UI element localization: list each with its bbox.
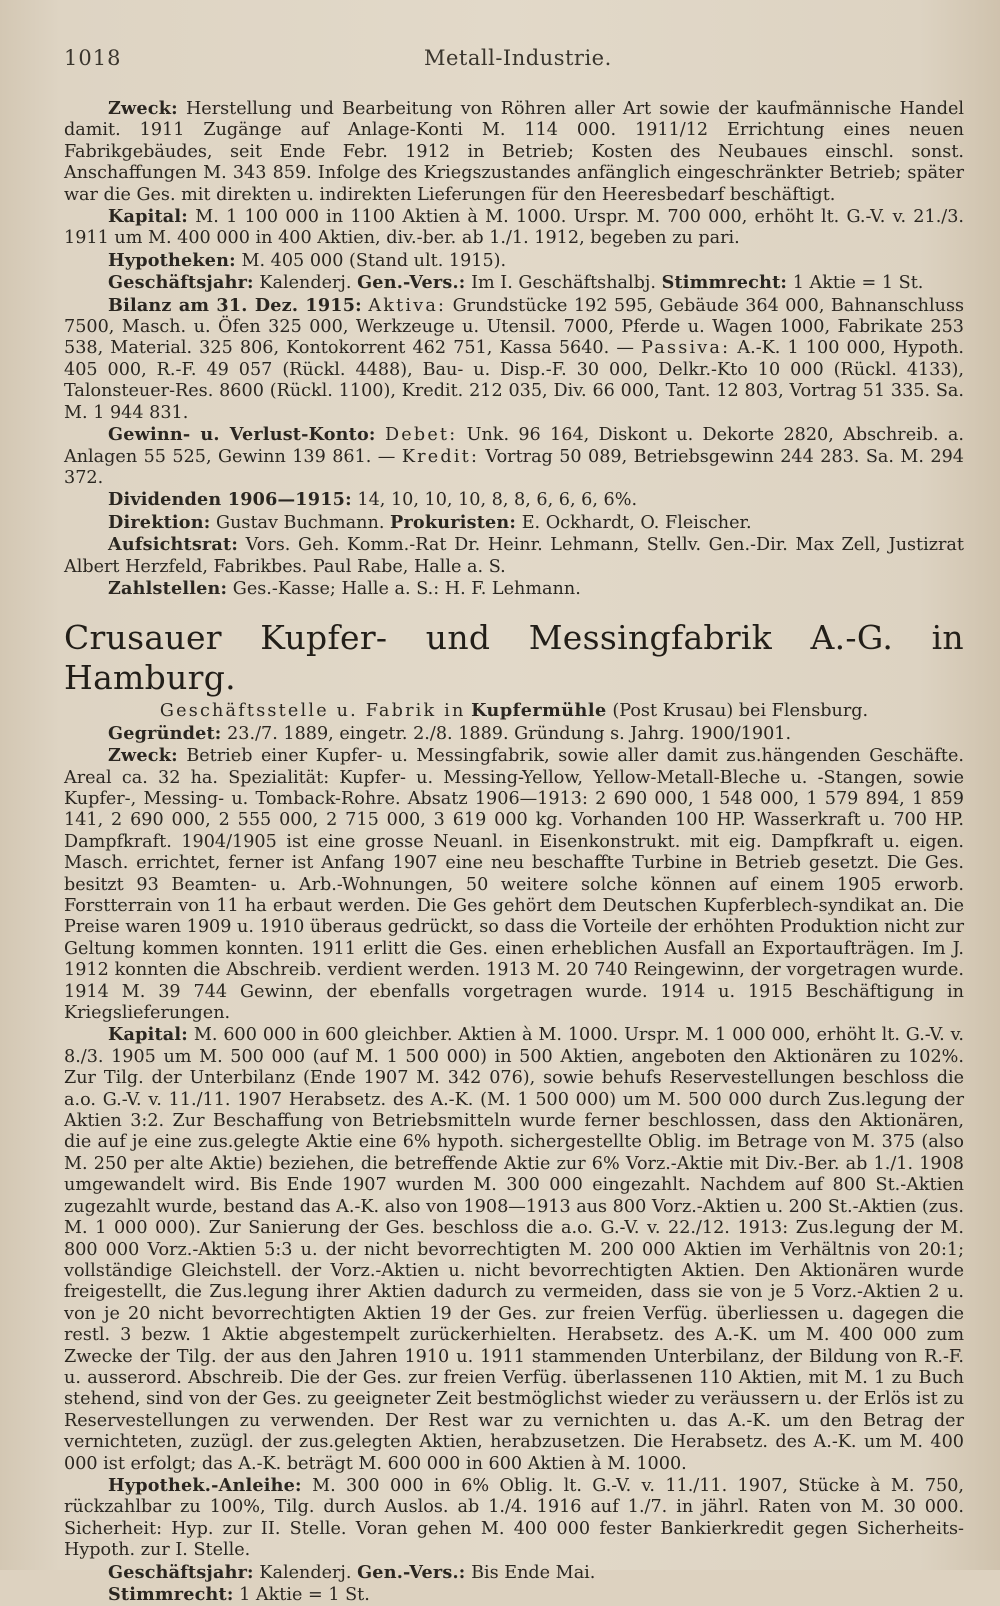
zweck-text: Betrieb einer Kupfer- u. Messingfabrik, sowie aller damit zus.hängenden Geschäfte. Areal ca. 32 ha. Spezialität: Kupfer- u. Messing-Yellow, Yellow-Metall-Bleche u. -Stangen, sowie Kupfer-, Messing- u. Tomback-Rohre. Absatz 1906—1913: 2 690 000, 1 548 000, 1 579 894, 1 859 141, 2 690 000, 2 555 000, 2 715 000, 3 619 000 kg. Vorhanden 100 HP. Wasserkraft u. 700 HP. Dampfkraft. 1904/1905 ist eine grosse Neuanl. in Eisenkonstrukt. mit eig. Dampfkraft u. eigen. Masch. errichtet, ferner ist Anfang 1907 eine neu beschaffte Turbine in Betrieb gesetzt. Die Ges. besitzt 93 Beamten- u. Arb.-Wohnungen, 50 weitere solche können auf einem 1905 erworb. Forstterrain von 11 ha erbaut werden. Die Ges gehört dem Deutschen Kupferblech-syndikat an. Die Preise waren 1909 u. 1910 überaus gedrückt, so dass die Vorteile der erhöhten Produktion nicht zur Geltung kommen konnten. 1911 erlitt die Ges. einen erheblichen Ausfall an Exportaufträgen. Im J. 1912 konnten die Abschreib. verdient werden. 1913 M. 20 740 Reingewinn, der vorgetragen wurde. 1914 M. 39 744 Gewinn, der ebenfalls vorgetragen wurde. 1914 u. 1915 Beschäftigung in Kriegslieferungen. (64, 746, 964, 1024)
gj-label: Geschäftsjahr: (108, 1561, 254, 1583)
page-number: 1018 (64, 46, 122, 70)
prev-kredit-text: Vortrag 50 089, Betriebsgewinn 244 283. Sa. M. 294 372. (64, 446, 964, 488)
prev-zahlstellen-label: Zahlstellen: (108, 577, 228, 599)
gegruendet-label: Gegründet: (108, 722, 222, 744)
prev-aufsichtsrat-label: Aufsichtsrat: (108, 534, 239, 556)
genvers-text: Bis Ende Mai. (471, 1562, 596, 1583)
hypothek-anleihe-label: Hypothek.-Anleihe: (108, 1474, 302, 1496)
prev-kapital-label: Kapital: (108, 206, 188, 228)
prev-hypotheken-paragraph (64, 250, 964, 272)
genvers-label: Gen.-Vers.: (357, 1561, 466, 1583)
prev-passiva-label: Passiva: (641, 338, 731, 359)
prev-direktion-paragraph (64, 512, 964, 534)
hypothek-anleihe-paragraph (64, 1475, 964, 1562)
prev-guv-paragraph (64, 424, 964, 489)
prev-geschaeftsjahr-paragraph (64, 272, 964, 294)
prev-passiva-text: A.-K. 1 100 000, Hypoth. 405 000, R.-F. 49 057 (Rückl. 4488), Bau- u. Disp.-F. 30 000, Delkr.-Kto 10 000 (Rückl. 4133), Talonsteuer-Res. 8600 (Rückl. 1100), Kredit. 212 035, Div. 66 000, Tant. 12 803, Vortrag 51 335. Sa. M. 1 944 831. (64, 338, 964, 423)
prev-stimmrecht-label: Stimmrecht: (661, 272, 788, 294)
prev-kredit-label: Kredit: (401, 446, 480, 467)
prev-debet-text: Unk. 96 164, Diskont u. Dekorte 2820, Abschreib. a. Anlagen 55 525, Gewinn 139 861. — (64, 425, 965, 467)
gegruendet-paragraph (64, 723, 964, 745)
prev-div-text: 14, 10, 10, 10, 8, 8, 6, 6, 6, 6%. (357, 490, 638, 511)
address-suffix: (Post Krusau) bei Flensburg. (612, 701, 869, 722)
kapital-label: Kapital: (108, 1024, 188, 1046)
prev-dividenden-paragraph (64, 489, 964, 511)
stimmrecht-label: Stimmrecht: (108, 1584, 234, 1605)
prev-aktiva-text: Grundstücke 192 595, Gebäude 364 000, Bahnanschluss 7500, Masch. u. Öfen 325 000, Werkzeuge u. Utensil. 7000, Pferde u. Wagen 1000, Fabrikate 253 538, Material. 325 806, Kontokorrent 462 751, Kassa 5640. — (64, 295, 965, 359)
gj-text: Kalenderj. (259, 1562, 352, 1583)
prev-zahlstellen-paragraph (64, 578, 964, 600)
prev-genvers-label: Gen.-Vers.: (357, 272, 466, 294)
prev-genvers-text: Im I. Geschäftshalbj. (471, 273, 656, 294)
zweck-label: Zweck: (108, 745, 178, 767)
gegruendet-text: 23./7. 1889, eingetr. 2./8. 1889. Gründung s. Jahrg. 1900/1901. (227, 723, 792, 744)
prev-bilanz-paragraph (64, 295, 964, 424)
prev-guv-label: Gewinn- u. Verlust-Konto: (108, 424, 376, 446)
prev-zweck-paragraph (64, 98, 964, 206)
company-title: Crusauer Kupfer- und Messingfabrik A.-G. in Hamburg. (64, 618, 964, 698)
prev-direktion-text: Gustav Buchmann. (216, 512, 385, 533)
prev-bilanz-label: Bilanz am 31. Dez. 1915: (108, 294, 362, 316)
stimmrecht-text: 1 Aktie = 1 St. (239, 1585, 370, 1605)
prev-zweck-text: Herstellung und Bearbeitung von Röhren aller Art sowie der kaufmännische Handel damit. 1911 Zugänge auf Anlage-Konti M. 114 000. 1911/12 Errichtung eines neuen Fabrikgebäudes, seit Ende Febr. 1912 in Betrieb; Kosten des Neubaues einschl. sonst. Anschaffungen M. 343 859. Infolge des Kriegszustandes anfänglich eingeschränkter Betrieb; später war die Ges. mit direkten u. indirekten Lieferungen für den Heeresbedarf beschäftigt. (64, 99, 965, 205)
prev-kapital-paragraph (64, 206, 964, 250)
prev-gj-label: Geschäftsjahr: (108, 272, 254, 294)
geschaeftsjahr-paragraph (64, 1562, 964, 1584)
prev-aufsichtsrat-text: Vors. Geh. Komm.-Rat Dr. Heinr. Lehmann, Stellv. Gen.-Dir. Max Zell, Justizrat Albert Herzfeld, Fabrikbes. Paul Rabe, Halle a. S. (64, 535, 964, 577)
prev-zweck-label: Zweck: (108, 98, 178, 119)
prev-aktiva-label: Aktiva: (368, 295, 447, 316)
prev-stimmrecht-text: 1 Aktie = 1 St. (792, 273, 924, 294)
running-title: Metall-Industrie. (424, 46, 612, 70)
address-prefix: Geschäftsstelle u. Fabrik in (159, 701, 466, 722)
hypothek-anleihe-text: M. 300 000 in 6% Oblig. lt. G.-V. v. 11./11. 1907, Stücke à M. 750, rückzahlbar zu 100%, Tilg. durch Auslos. ab 1./4. 1916 auf 1./7. in jährl. Raten von M. 30 000. Sicherheit: Hyp. zur II. Stelle. Voran gehen M. 400 000 fester Bankierkredit gegen Sicherheits-Hypoth. zur I. Stelle. (64, 1475, 964, 1561)
prev-hypotheken-text: M. 405 000 (Stand ult. 1915). (241, 250, 507, 271)
prev-gj-text: Kalenderj. (259, 273, 352, 294)
page-header (64, 46, 964, 92)
prev-hypotheken-label: Hypotheken: (108, 249, 236, 271)
prev-kapital-text: M. 1 100 000 in 1100 Aktien à M. 1000. Urspr. M. 700 000, erhöht lt. G.-V. v. 21./3. 1911 um M. 400 000 in 400 Aktien, div.-ber. ab 1./1. 1912, begeben zu pari. (64, 207, 965, 249)
zweck-paragraph (64, 745, 964, 1024)
kapital-text: M. 600 000 in 600 gleichber. Aktien à M. 1000. Urspr. M. 1 000 000, erhöht lt. G.-V. v. 8./3. 1905 um M. 500 000 (auf M. 1 500 000) in 500 Aktien, angeboten den Aktionären zu 102%. Zur Tilg. der Unterbilanz (Ende 1907 M. 342 076), sowie behufs Reservestellungen beschloss die a.o. G.-V. v. 11./11. 1907 Herabsetz. des A.-K. (M. 1 500 000) um M. 500 000 durch Zus.legung der Aktien 3:2. Zur Beschaffung von Betriebsmitteln wurde ferner beschlossen, dass den Aktionären, die auf je eine zus.gelegte Aktie eine 6% hypoth. sichergestellte Oblig. im Betrage von M. 375 (also M. 250 per alte Aktie) beziehen, die betreffende Aktie zur 6% Vorz.-Aktie mit Div.-Ber. ab 1./1. 1908 umgewandelt wird. Bis Ende 1907 wurden M. 300 000 eingezahlt. Nachdem auf 800 St.-Aktien zugezahlt wurde, bestand das A.-K. also von 1908—1913 aus 800 Vorz.-Aktien u. 200 St.-Aktien (zus. M. 1 000 000). Zur Sanierung der Ges. beschloss die a.o. G.-V. v. 22./12. 1913: Zus.legung der M. 800 000 Vorz.-Aktien 5:3 u. der nicht bevorrechtigten M. 200 000 Aktien im Verhältnis von 20:1; vollständige Gleichstell. der Vorz.-Aktien u. nicht bevorrechtigten Aktien. Den Aktionären wurde freigestellt, die Zus.legung ihrer Aktien dadurch zu vermeiden, dass sie von je 5 Vorz.-Aktien 2 u. von je 20 nicht bevorrechtigten Aktien 19 der Ges. zur freien Verfüg. überliessen u. dagegen die restl. 3 bezw. 1 Aktie abgestempelt zurückerhielten. Herabsetz. des A.-K. um M. 400 000 zum Zwecke der Tilg. der aus den Jahren 1910 u. 1911 stammenden Unterbilanz, der Bildung von R.-F. u. ausserord. Abschreib. Die der Ges. zur freien Verfüg. überlassenen 110 Aktien, mit M. 1 zu Buch stehend, sind von der Ges. zu geeigneter Zeit bestmöglichst wieder zu veräussern u. der Erlös ist zu Reservestellungen zu verwenden. Der Rest war zu vernichten u. das A.-K. um den Betrag der vernichteten, zuzügl. der zus.gelegten Aktien, herabzusetzen. Die Herabsetz. des A.-K. um M. 400 000 ist erfolgt; das A.-K. beträgt M. 600 000 in 600 Aktien à M. 1000. (64, 1025, 965, 1474)
address-place: Kupfermühle (471, 700, 607, 722)
prev-direktion-label: Direktion: (108, 511, 211, 533)
prev-zahlstellen-text: Ges.-Kasse; Halle a. S.: H. F. Lehmann. (232, 578, 581, 599)
company-address (64, 700, 964, 722)
prev-div-label: Dividenden 1906—1915: (108, 489, 352, 511)
stimmrecht-paragraph (64, 1584, 964, 1606)
prev-prokuristen-text: E. Ockhardt, O. Fleischer. (521, 512, 752, 533)
kapital-paragraph (64, 1024, 964, 1475)
prev-aufsichtsrat-paragraph (64, 534, 964, 578)
prev-prokuristen-label: Prokuristen: (390, 511, 517, 533)
previous-company-entry (64, 98, 964, 600)
prev-debet-label: Debet: (384, 425, 458, 446)
company-entry (64, 618, 964, 1606)
